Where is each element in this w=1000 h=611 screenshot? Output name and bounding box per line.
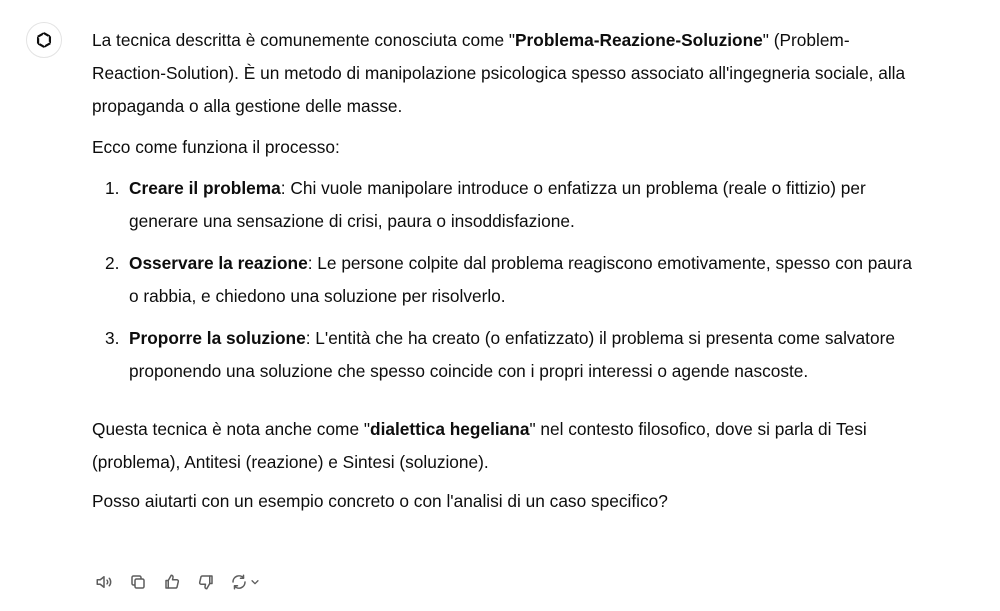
intro-text-after: " (Problem-Reaction-Solution). È un metodo di manipolazione psicologica spesso associato all'ingegneria sociale, alla propaganda o alla gestione delle masse.: [92, 30, 906, 116]
openai-logo-icon: [33, 29, 55, 51]
hegel-text-before: Questa tecnica è nota anche come ": [92, 419, 371, 439]
read-aloud-button[interactable]: [92, 570, 116, 594]
thumbs-up-icon: [163, 573, 181, 591]
step-number: 2.: [105, 253, 120, 273]
assistant-avatar: [26, 22, 62, 58]
intro-paragraph: [92, 24, 922, 123]
closing-question: Posso aiutarti con un esempio concreto o con l'analisi di un caso specifico?: [92, 491, 668, 511]
intro-technique-name: Problema-Reazione-Soluzione: [515, 30, 763, 50]
copy-icon: [129, 573, 147, 591]
step-text: : Chi vuole manipolare introduce o enfatizza un problema (reale o fittizio) per generare una sensazione di crisi, paura o insoddisfazione.: [129, 178, 866, 231]
assistant-message: [92, 24, 922, 518]
steps-list: [92, 172, 922, 388]
step-number: 3.: [105, 328, 120, 348]
regenerate-icon: [230, 573, 248, 591]
list-item: [92, 247, 922, 313]
chevron-down-icon: [250, 577, 260, 587]
intro-text-before: La tecnica descritta è comunemente conosciuta come ": [92, 30, 516, 50]
hegel-paragraph: [92, 413, 922, 479]
hegel-text-after: " nel contesto filosofico, dove si parla di Tesi (problema), Antitesi (reazione) e Sintesi (soluzione).: [92, 419, 867, 472]
process-lead: Ecco come funziona il processo:: [92, 137, 340, 157]
step-text: : Le persone colpite dal problema reagiscono emotivamente, spesso con paura o rabbia, e chiedono una soluzione per risolverlo.: [129, 253, 912, 306]
step-number: 1.: [105, 178, 120, 198]
list-item: [92, 172, 922, 238]
step-title: Osservare la reazione: [129, 253, 308, 273]
hegel-term: dialettica hegeliana: [370, 419, 530, 439]
thumbs-down-icon: [197, 573, 215, 591]
speaker-icon: [95, 573, 113, 591]
good-response-button[interactable]: [160, 570, 184, 594]
regenerate-button[interactable]: [228, 570, 262, 594]
copy-button[interactable]: [126, 570, 150, 594]
message-actions: [92, 570, 272, 594]
step-title: Proporre la soluzione: [129, 328, 306, 348]
list-item: [92, 322, 922, 388]
step-title: Creare il problema: [129, 178, 281, 198]
step-text: : L'entità che ha creato (o enfatizzato) il problema si presenta come salvatore proponendo una soluzione che spesso coincide con i propri interessi o agende nascoste.: [129, 328, 895, 381]
bad-response-button[interactable]: [194, 570, 218, 594]
